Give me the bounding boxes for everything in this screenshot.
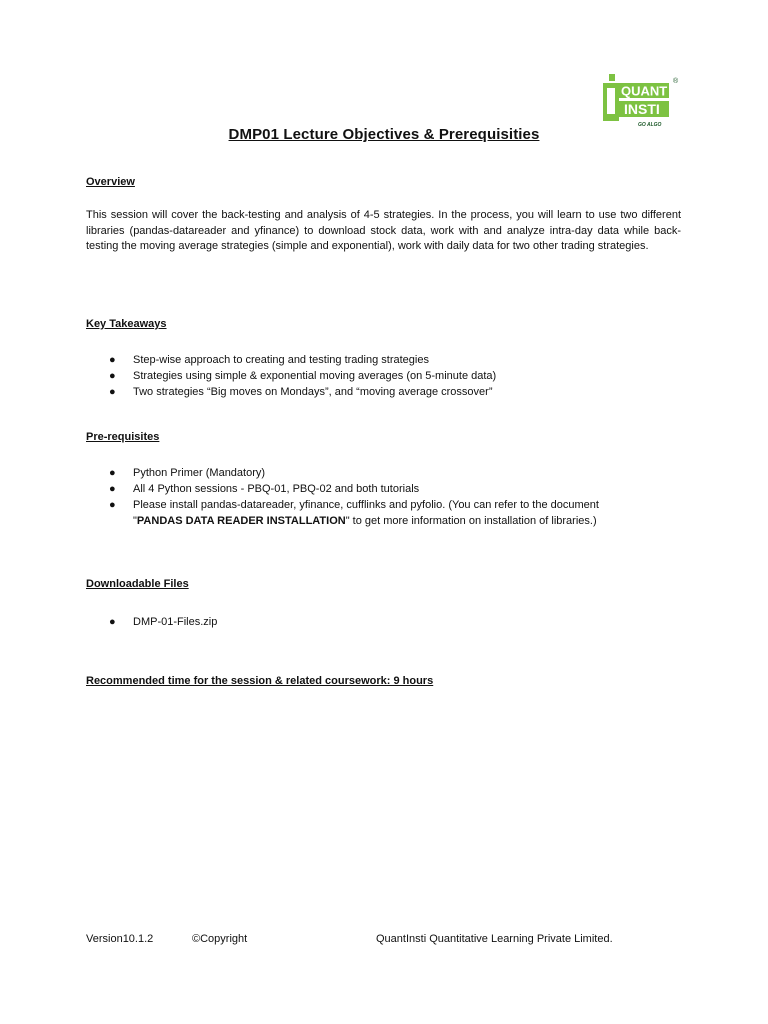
list-item-text: Strategies using simple & exponential moving averages (on 5-minute data) (133, 370, 497, 382)
recommended-time: Recommended time for the session & related coursework: 9 hours (86, 675, 434, 687)
overview-heading: Overview (86, 176, 135, 188)
list-item (86, 614, 681, 630)
logo-registered-mark: ® (673, 78, 679, 85)
logo-text-insti: INSTI (624, 101, 660, 117)
logo-text-quant: QUANT (621, 83, 668, 99)
document-reference: PANDAS DATA READER INSTALLATION (136, 515, 346, 527)
list-item (86, 384, 681, 400)
downloadable-files-list (86, 614, 681, 630)
bullet-icon: ● (109, 467, 116, 479)
downloadable-files-heading: Downloadable Files (86, 578, 189, 590)
overview-paragraph: This session will cover the back-testing and analysis of 4-5 strategies. In the process, you will learn to use two different libraries (pandas-datareader and yfinance) to download stock data, work with and analyze intra-day data while back-testing the moving average strategies (simple and exponential), work with daily data for two other trading strategies. (86, 209, 681, 252)
bullet-icon: ● (109, 483, 116, 495)
footer-copyright: ©Copyright (192, 933, 248, 945)
footer-version: Version10.1.2 (86, 933, 154, 945)
footer-company: QuantInsti Quantitative Learning Private Limited. (376, 933, 613, 945)
download-file-name: DMP-01-Files.zip (133, 616, 218, 628)
bullet-icon: ● (109, 370, 116, 382)
key-takeaways-list (86, 352, 681, 400)
list-item-text: Two strategies “Big moves on Mondays”, and “moving average crossover” (133, 386, 493, 398)
list-item (86, 465, 681, 481)
list-item-text: Python Primer (Mandatory) (133, 467, 266, 479)
list-item-text: Step-wise approach to creating and testing trading strategies (133, 354, 429, 366)
bullet-icon: ● (109, 616, 116, 628)
quantinsti-logo (600, 74, 680, 130)
list-item-text-suffix: " to get more information on installation of libraries.) (345, 515, 597, 527)
quantinsti-logo-graphic (600, 74, 680, 130)
prerequisites-list (86, 465, 681, 529)
bullet-icon: ● (109, 386, 116, 398)
list-item (86, 497, 681, 529)
page-title: DMP01 Lecture Objectives & Prerequisities (228, 126, 540, 143)
list-item-text-prefix: Please install pandas-datareader, yfinance, cufflinks and pyfolio. (You can refer to the document " (133, 499, 599, 527)
logo-tagline: GO ALGO (638, 122, 662, 128)
list-item (86, 481, 681, 497)
prerequisites-heading: Pre-requisites (86, 431, 160, 443)
list-item (86, 352, 681, 368)
bullet-icon: ● (109, 499, 116, 511)
key-takeaways-heading: Key Takeaways (86, 318, 167, 330)
bullet-icon: ● (109, 354, 116, 366)
list-item-text: All 4 Python sessions - PBQ-01, PBQ-02 and both tutorials (133, 483, 420, 495)
list-item (86, 368, 681, 384)
